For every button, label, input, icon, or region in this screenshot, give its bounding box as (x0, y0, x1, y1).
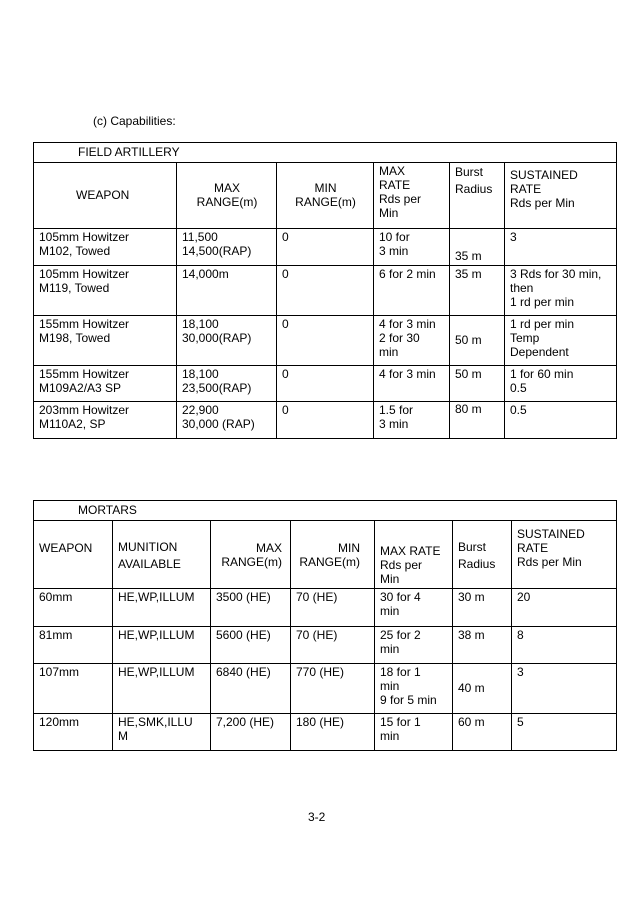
cell-burst-radius: 80 m (450, 402, 505, 439)
cell-burst-radius: 30 m (453, 589, 512, 627)
cell-min-range: 0 (277, 366, 374, 402)
cell-min-range: 0 (277, 229, 374, 266)
table-header-row (34, 521, 617, 589)
cell-sustained-rate: 3 Rds for 30 min, then 1 rd per min (505, 266, 617, 316)
header-max-rate: MAX RATE Rds per Min (375, 521, 453, 589)
cell-max-rate: 6 for 2 min (374, 266, 450, 316)
cell-burst-radius: 40 m (453, 664, 512, 714)
cell-burst-radius: 35 m (450, 266, 505, 316)
table-row (34, 229, 617, 266)
header-sustained-rate: SUSTAINED RATE Rds per Min (505, 163, 617, 229)
cell-min-range: 70 (HE) (291, 589, 375, 627)
header-min-range: MIN RANGE(m) (277, 163, 374, 229)
cell-sustained-rate: 0.5 (505, 402, 617, 439)
header-munition: MUNITION AVAILABLE (113, 521, 211, 589)
cell-max-range: 5600 (HE) (211, 627, 291, 664)
cell-weapon: 155mm Howitzer M198, Towed (34, 316, 177, 366)
header-max-rate: MAX RATE Rds per Min (374, 163, 450, 229)
cell-burst-radius: 60 m (453, 714, 512, 751)
cell-min-range: 0 (277, 316, 374, 366)
cell-munition: HE,SMK,ILLU M (113, 714, 211, 751)
section-caption: (c) Capabilities: (93, 114, 176, 128)
table-title-row (34, 501, 617, 521)
cell-max-rate: 1.5 for 3 min (374, 402, 450, 439)
cell-sustained-rate: 20 (512, 589, 617, 627)
table-row (34, 714, 617, 751)
cell-weapon: 105mm Howitzer M102, Towed (34, 229, 177, 266)
cell-max-rate: 4 for 3 min (374, 366, 450, 402)
cell-max-range: 7,200 (HE) (211, 714, 291, 751)
cell-max-rate: 18 for 1 min 9 for 5 min (375, 664, 453, 714)
cell-sustained-rate: 3 (505, 229, 617, 266)
field-artillery-title: FIELD ARTILLERY (34, 143, 617, 163)
page-number: 3-2 (308, 810, 326, 824)
cell-munition: HE,WP,ILLUM (113, 589, 211, 627)
cell-sustained-rate: 1 for 60 min 0.5 (505, 366, 617, 402)
table-title-row (34, 143, 617, 163)
header-min-range: MIN RANGE(m) (291, 521, 375, 589)
table-row (34, 366, 617, 402)
cell-sustained-rate: 5 (512, 714, 617, 751)
table-header-row (34, 163, 617, 229)
cell-max-range: 18,100 23,500(RAP) (177, 366, 277, 402)
cell-max-rate: 30 for 4 min (375, 589, 453, 627)
cell-max-range: 14,000m (177, 266, 277, 316)
header-max-range: MAX RANGE(m) (177, 163, 277, 229)
cell-max-rate: 10 for 3 min (374, 229, 450, 266)
cell-burst-radius: 38 m (453, 627, 512, 664)
header-max-range: MAX RANGE(m) (211, 521, 291, 589)
cell-max-range: 18,100 30,000(RAP) (177, 316, 277, 366)
table-row (34, 664, 617, 714)
cell-max-range: 11,500 14,500(RAP) (177, 229, 277, 266)
cell-max-range: 3500 (HE) (211, 589, 291, 627)
header-burst-radius: Burst Radius (453, 521, 512, 589)
cell-max-rate: 25 for 2 min (375, 627, 453, 664)
cell-munition: HE,WP,ILLUM (113, 627, 211, 664)
cell-max-range: 6840 (HE) (211, 664, 291, 714)
cell-sustained-rate: 1 rd per min Temp Dependent (505, 316, 617, 366)
cell-sustained-rate: 3 (512, 664, 617, 714)
cell-min-range: 770 (HE) (291, 664, 375, 714)
cell-max-rate: 4 for 3 min 2 for 30 min (374, 316, 450, 366)
cell-burst-radius: 50 m (450, 366, 505, 402)
cell-max-range: 22,900 30,000 (RAP) (177, 402, 277, 439)
cell-min-range: 70 (HE) (291, 627, 375, 664)
cell-weapon: 155mm Howitzer M109A2/A3 SP (34, 366, 177, 402)
cell-weapon: 107mm (34, 664, 113, 714)
mortars-title: MORTARS (34, 501, 617, 521)
table-row (34, 266, 617, 316)
cell-burst-radius: 50 m (450, 316, 505, 366)
cell-sustained-rate: 8 (512, 627, 617, 664)
cell-weapon: 60mm (34, 589, 113, 627)
cell-burst-radius: 35 m (450, 229, 505, 266)
cell-min-range: 0 (277, 402, 374, 439)
table-row (34, 316, 617, 366)
cell-max-rate: 15 for 1 min (375, 714, 453, 751)
header-burst-radius: Burst Radius (450, 163, 505, 229)
header-weapon: WEAPON (34, 521, 113, 589)
cell-min-range: 0 (277, 266, 374, 316)
cell-min-range: 180 (HE) (291, 714, 375, 751)
cell-munition: HE,WP,ILLUM (113, 664, 211, 714)
mortars-table (33, 500, 617, 751)
cell-weapon: 203mm Howitzer M110A2, SP (34, 402, 177, 439)
table-row (34, 627, 617, 664)
table-row (34, 589, 617, 627)
header-sustained-rate: SUSTAINED RATE Rds per Min (512, 521, 617, 589)
cell-weapon: 120mm (34, 714, 113, 751)
table-row (34, 402, 617, 439)
cell-weapon: 81mm (34, 627, 113, 664)
cell-weapon: 105mm Howitzer M119, Towed (34, 266, 177, 316)
field-artillery-table (33, 142, 617, 439)
header-weapon: WEAPON (34, 163, 177, 229)
